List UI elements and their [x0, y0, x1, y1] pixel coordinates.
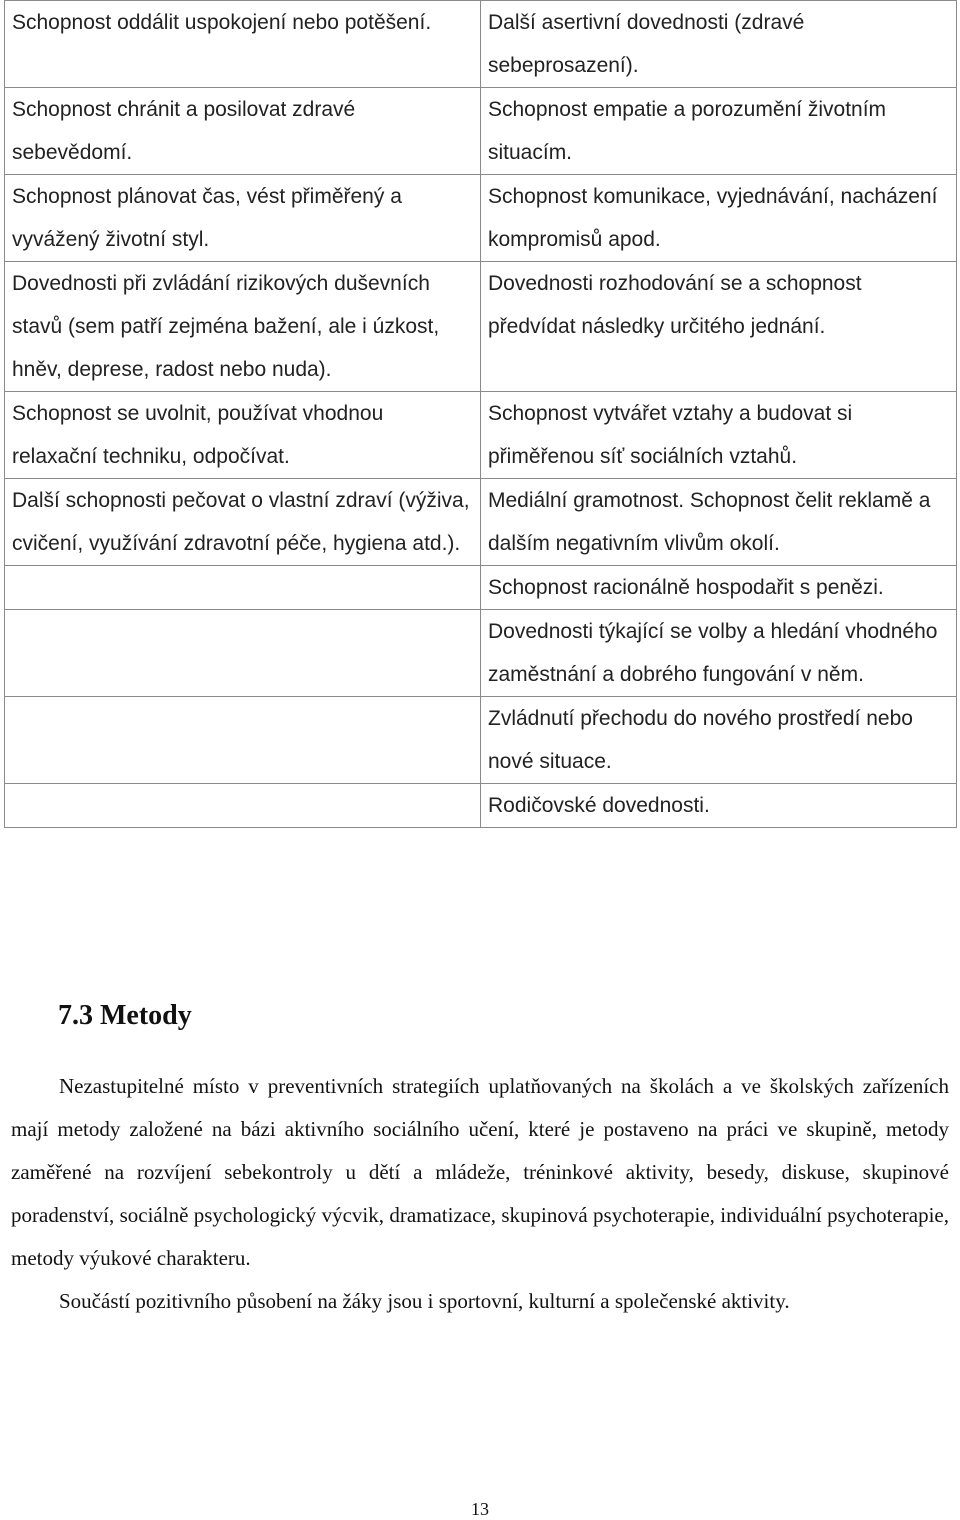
table-cell-right: Schopnost empatie a porozumění životním situacím.: [481, 88, 957, 175]
section-body: [11, 1065, 949, 1323]
table-row: [5, 1, 957, 88]
table-cell-right: Rodičovské dovednosti.: [481, 784, 957, 828]
table-row: [5, 610, 957, 697]
table-cell-right: Schopnost komunikace, vyjednávání, nacházení kompromisů apod.: [481, 175, 957, 262]
page-number: 13: [471, 1499, 489, 1519]
section-heading: 7.3 Metody: [58, 1000, 192, 1031]
table-row: [5, 697, 957, 784]
table-cell-right: Dovednosti týkající se volby a hledání vhodného zaměstnání a dobrého fungování v něm.: [481, 610, 957, 697]
table-row: [5, 479, 957, 566]
table-cell-left: Schopnost chránit a posilovat zdravé sebevědomí.: [5, 88, 481, 175]
table-row: [5, 392, 957, 479]
table-cell-right: Dovednosti rozhodování se a schopnost předvídat následky určitého jednání.: [481, 262, 957, 392]
table-cell-left: [5, 697, 481, 784]
table-cell-right: Zvládnutí přechodu do nového prostředí nebo nové situace.: [481, 697, 957, 784]
table-cell-left: [5, 566, 481, 610]
table-row: [5, 175, 957, 262]
table-row: [5, 566, 957, 610]
table-cell-right: Schopnost vytvářet vztahy a budovat si přiměřenou síť sociálních vztahů.: [481, 392, 957, 479]
table-cell-right: Další asertivní dovednosti (zdravé sebeprosazení).: [481, 1, 957, 88]
table-cell-left: [5, 610, 481, 697]
table-row: [5, 262, 957, 392]
table-cell-left: [5, 784, 481, 828]
paragraph: Součástí pozitivního působení na žáky jsou i sportovní, kulturní a společenské aktivity.: [59, 1289, 790, 1313]
table-cell-left: Schopnost oddálit uspokojení nebo potěšení.: [5, 1, 481, 88]
table-row: [5, 88, 957, 175]
table-row: [5, 784, 957, 828]
table-cell-left: Další schopnosti pečovat o vlastní zdraví (výživa, cvičení, využívání zdravotní péče, hygiena atd.).: [5, 479, 481, 566]
table-cell-left: Schopnost se uvolnit, používat vhodnou relaxační techniku, odpočívat.: [5, 392, 481, 479]
paragraph: Nezastupitelné místo v preventivních strategiích uplatňovaných na školách a ve školských zařízeních mají metody založené na bázi aktivního sociálního učení, které je postaveno na práci ve skupině, metody zaměřené na rozvíjení sebekontroly u dětí a mládeže, tréninkové aktivity, besedy, diskuse, skupinové poradenství, sociálně psychologický výcvik, dramatizace, skupinová psychoterapie, individuální psychoterapie, metody výukové charakteru.: [11, 1074, 949, 1270]
skills-table: [4, 0, 957, 828]
table-cell-left: Dovednosti při zvládání rizikových duševních stavů (sem patří zejména bažení, ale i úzkost, hněv, deprese, radost nebo nuda).: [5, 262, 481, 392]
table-cell-right: Schopnost racionálně hospodařit s penězi.: [481, 566, 957, 610]
table-cell-right: Mediální gramotnost. Schopnost čelit reklamě a dalším negativním vlivům okolí.: [481, 479, 957, 566]
table-cell-left: Schopnost plánovat čas, vést přiměřený a vyvážený životní styl.: [5, 175, 481, 262]
